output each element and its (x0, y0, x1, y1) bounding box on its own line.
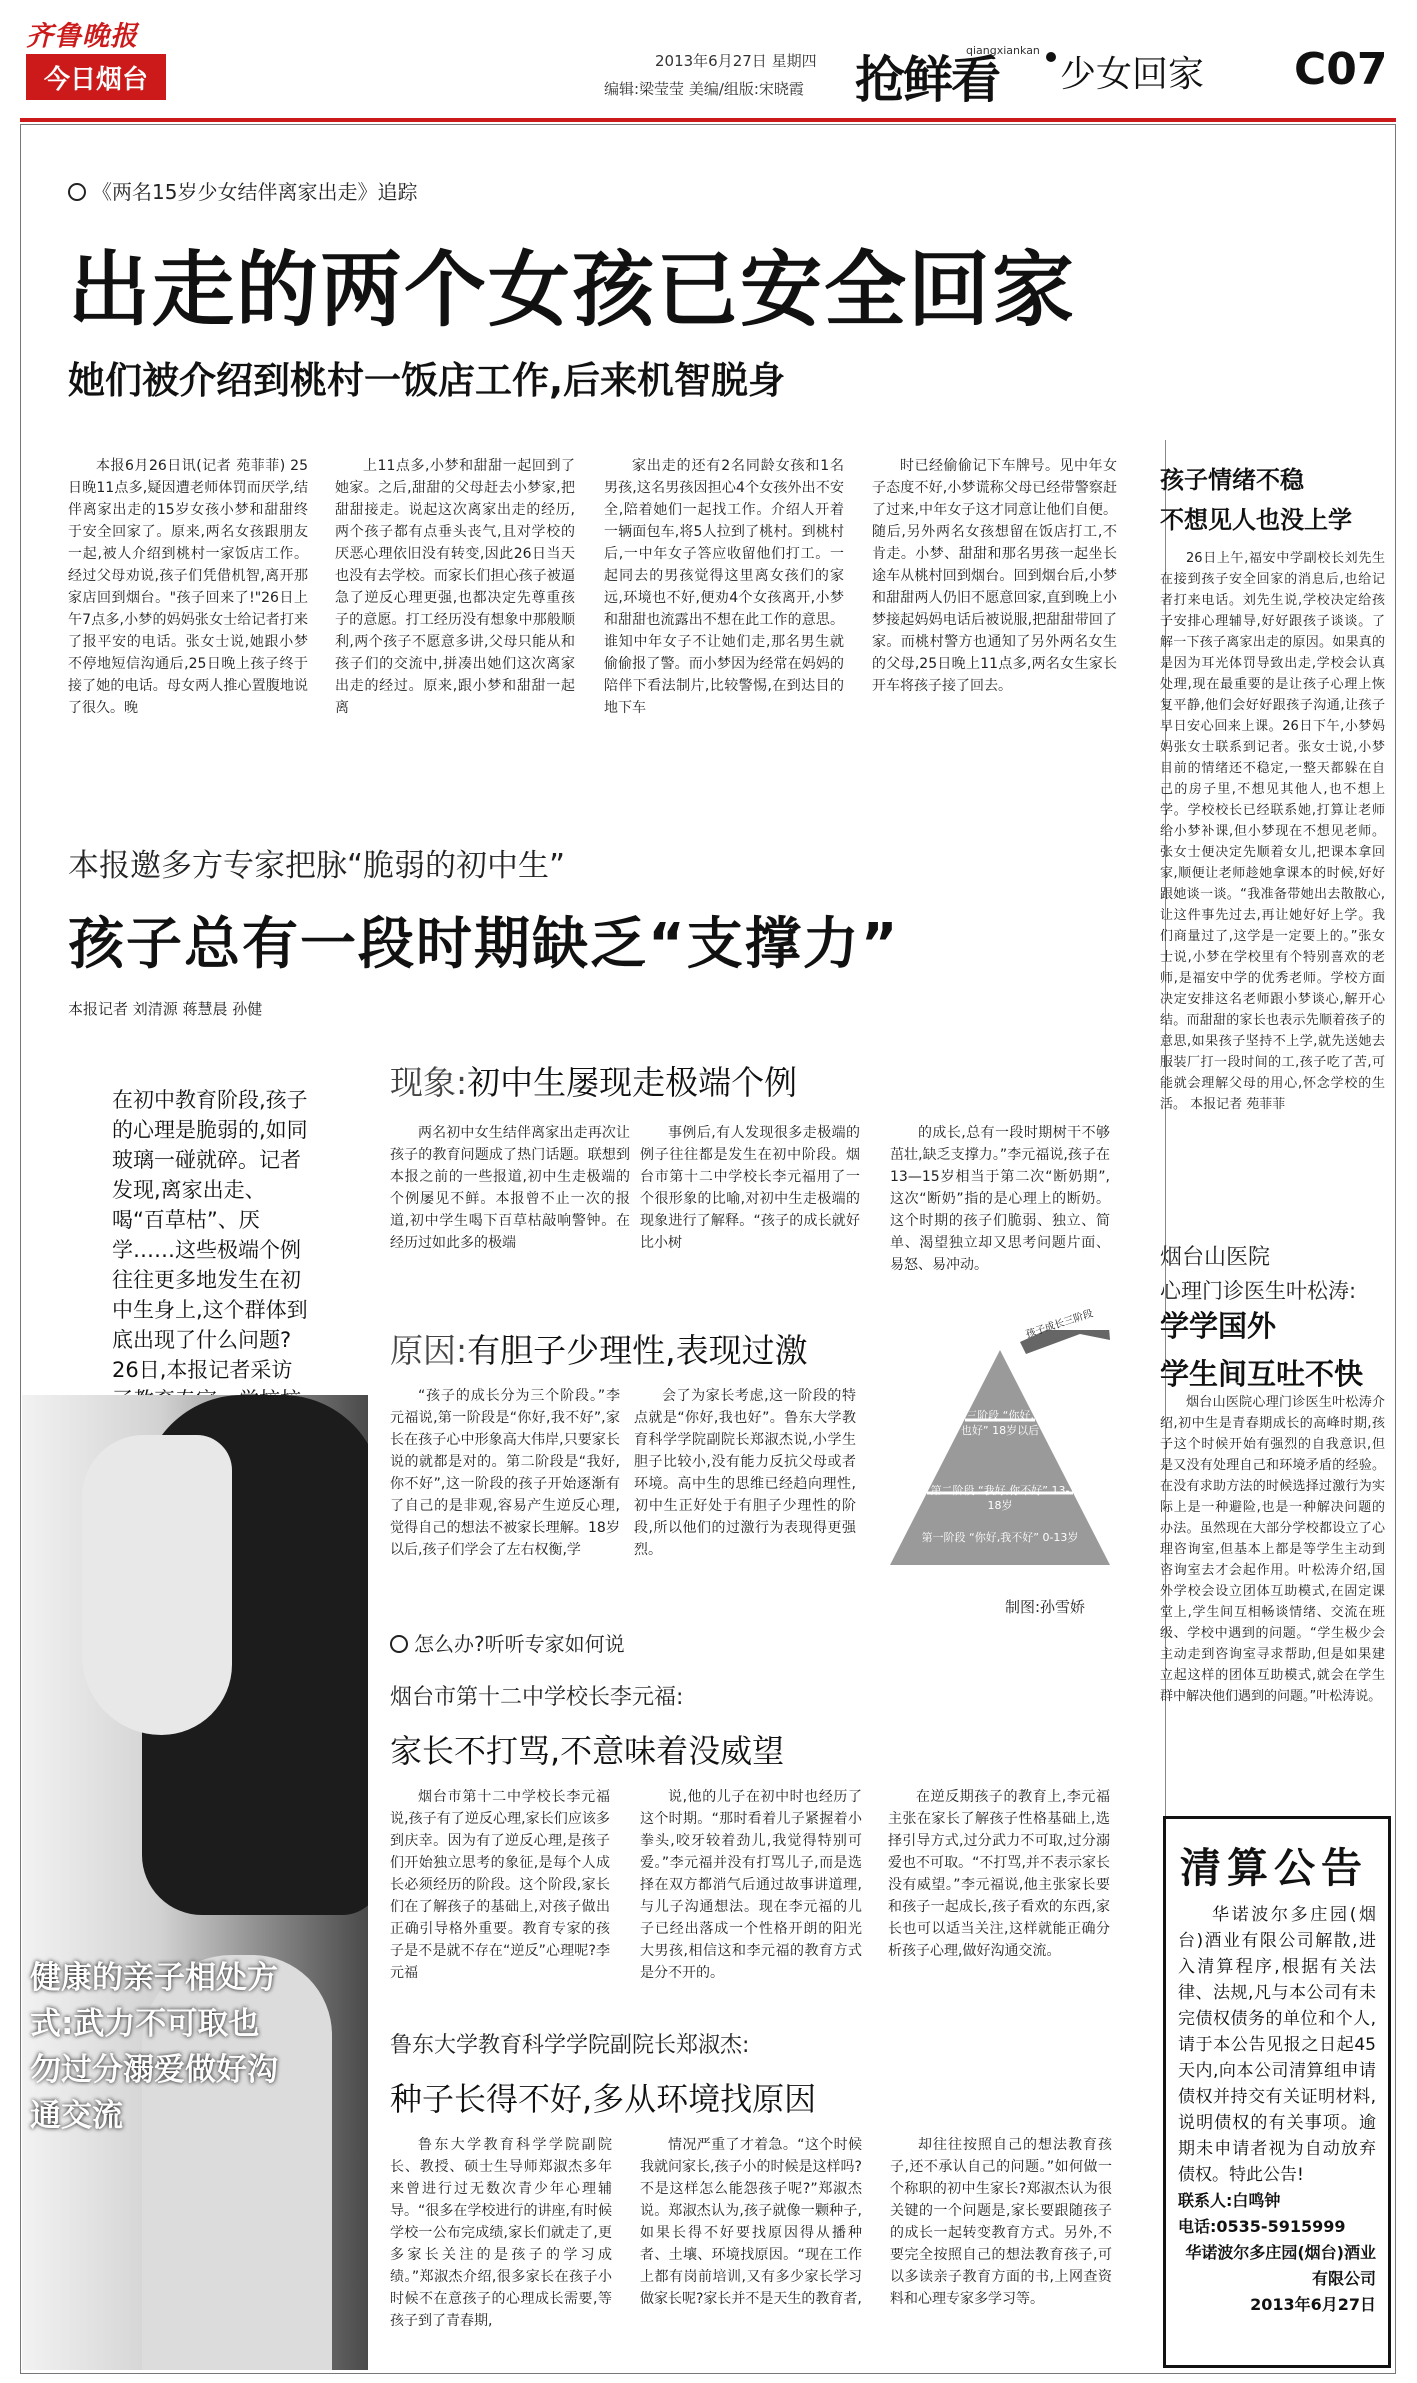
story2-intro: 在初中教育阶段,孩子的心理是脆弱的,如同玻璃一碰就碎。记者发现,离家出走、喝“百草枯”、厌学……这些极端个例往往更多地发生在初中生身上,这个群体到底出现了什么问题?26日,本报记者采访 (112, 1088, 308, 1382)
notice-phone: 电话:0535-5915999 (1178, 2217, 1346, 2236)
chart-credit: 制图:孙雪娇 (1005, 1598, 1086, 1616)
expert1-column-1: 烟台市第十二中学校长李元福说,孩子有了逆反心理,家长们应该多到庆幸。因为有了逆反心理,是孩子们开始独立思考的象征,是每个人成长必须经历的阶段。这个阶段,家长们在了解孩子的基础上,对孩子做出正确引导格外重要。教育专家的孩子是不是就不存在“逆反”心理呢?李元福 (390, 1789, 610, 1981)
section-label: 今日烟台 (26, 54, 166, 100)
sidebar-headline-1-line-2: 不想见人也没上学 (1160, 506, 1352, 534)
story2-byline: 本报记者 刘清源 蒋慧晨 孙健 (68, 1000, 263, 1018)
phenomenon-column-2: 事例后,有人发现很多走极端的例子往往都是发生在初中阶段。烟台市第十二中学校长李元福用了一个很形象的比喻,对初中生走极端的现象进行了解释。“孩子的成长就好比小树 (640, 1125, 860, 1251)
circle-bullet-icon (68, 183, 86, 201)
story1-column-4: 时已经偷偷记下车牌号。见中年女子态度不好,小梦谎称父母已经带警察赶了过来,中年女子这才同意让他们自便。随后,另外两名女孩想留在饭店打工,不肯走。小梦、甜甜和那名男孩一起坐长途车从桃村回到烟台。回到烟台后,小梦和甜甜两人仍旧不愿意回家,直到晚上小梦接起妈妈电话后被说服,把甜甜带回了家。而桃村警方也通知了另外两名女生的父母,25日晚上11点多,两名女生家长开车将孩子接了回去。 (872, 458, 1117, 694)
issue-date: 2013年6月27日 星期四 (655, 52, 817, 70)
sidebar-text-1: 26日上午,福安中学副校长刘先生在接到孩子安全回家的消息后,也给记者打来电话。刘先生说,学校决定给孩子安排心理辅导,好好跟孩子谈谈。了解一下孩子离家出走的原因。如果真的是因为耳光体罚导致出走,学校会认真处理,现在最重要的是让孩子心理上恢复平静,他们会好好跟孩子沟通,让孩子早日安心回来上课。26日下午,小梦妈妈张女士联系到记者。张女士说,小梦目前的情绪还不稳定,一整天都躲在自己的房子里,不想见其他人,也不想上学。学校校长已经联系她,打算让老师给小梦补课,但小梦现在不想见老师。张女士便决定先顺着女儿,把课本拿回家,顺便让老师趁她拿课本的时候,好好跟她谈一谈。“我准备带她出去散散心,让这件事先过去,再让她好好上学。我们商量过了,这学是一定要上的。”张女士说,小梦在学校里有个特别喜欢的老师,是福安中学的优秀老师。学校方面决定安排这名老师跟小梦谈心,解开心结。而甜甜的家长也表示先顺着孩子的意思,如果孩子坚持不上学,就先送她去服装厂打一段时间的工,孩子吃了苦,可能就会理解父母的用心,怀念学校的生活。 本报记者 苑菲菲 (1160, 551, 1385, 1112)
separator-dot-icon (1046, 52, 1056, 62)
story1-kicker: 《两名15岁少女结伴离家出走》追踪 (68, 176, 417, 205)
expert1-column-3: 在逆反期孩子的教育上,李元福主张在家长了解孩子性格基础上,选择引导方式,过分武力不可取,过分溺爱也不可取。“不打骂,并不表示家长没有威望。”李元福说,他主张家长要和孩子一起成长,孩子看欢的东西,家长也可以适当关注,这样就能正确分析孩子心理,做好沟通交流。 (888, 1789, 1110, 1959)
story2-headline: 孩子总有一段时期缺乏“支撑力” (68, 912, 900, 977)
photo-face (82, 1435, 232, 1735)
column-logo-pinyin: qiangxiankan (966, 44, 1040, 57)
pyramid-stage-3: 第三阶段 “你好,我也好” 18岁以后 (955, 1409, 1045, 1437)
howto-kicker: 怎么办?听听专家如何说 (390, 1628, 625, 1657)
sidebar-headline-2 (1160, 1302, 1363, 1398)
story1-subheadline: 她们被介绍到桃村一饭店工作,后来机智脱身 (68, 359, 786, 402)
notice-company: 华诺波尔多庄园(烟台)酒业有限公司 (1185, 2243, 1376, 2288)
girl-photo (22, 1395, 368, 2370)
story2-kicker: 本报邀多方专家把脉“脆弱的初中生” (68, 848, 566, 884)
notice-body: 华诺波尔多庄园(烟台)酒业有限公司解散,进入清算程序,根据有关法律、法规,凡与本公司有未完债权债务的单位和个人,请于本公告见报之日起45天内,向本公司清算组申请债权并持交有关证明材料,说明债权的有关事项。逾期未申请者视为自动放弃债权。特此公告! 联系人:白鸣钟 电话:0535-5915999 华诺波尔多庄园(烟台)酒业有限公司 2013年6月27日 (1178, 1902, 1376, 2318)
story1-column-2: 上11点多,小梦和甜甜一起回到了她家。之后,甜甜的父母赶去小梦家,把甜甜接走。说起这次离家出走的经历,两个孩子都有点垂头丧气,且对学校的厌恶心理依旧没有转变,因此26日当天也没有去学校。而家长们担心孩子被逼急了逆反心理更强,也都决定先尊重孩子的意愿。打工经历没有想象中那般顺利,两个孩子不愿意多讲,父母只能从和孩子们的交流中,拼凑出她们这次离家出走的经过。原来,跟小梦和甜甜一起离 (335, 458, 575, 716)
expert1-name: 烟台市第十二中学校长李元福: (390, 1685, 684, 1710)
expert1-headline: 家长不打骂,不意味着没威望 (390, 1732, 785, 1770)
notice-title: 清算公告 (1180, 1844, 1368, 1892)
newspaper-brand: 齐鲁晚报 (26, 21, 138, 52)
sidebar-doctor: 心理门诊医生叶松涛: (1160, 1279, 1357, 1303)
column-logo: 抢鲜看 (855, 51, 999, 109)
story1-headline: 出走的两个女孩已安全回家 (68, 243, 1077, 338)
pyramid-arrow-label: 孩子成长三阶段 (1024, 1308, 1095, 1341)
sidebar-headline-2-line-1: 学学国外 (1160, 1309, 1277, 1343)
page-number: C07 (1294, 44, 1388, 95)
sidebar-text-2: 烟台山医院心理门诊医生叶松涛介绍,初中生是青春期成长的高峰时期,孩子这个时候开始有强烈的自我意识,但是又没有处理自己和环境矛盾的经验。在没有求助方法的时候选择过激行为实际上是一种避险,也是一种解决问题的办法。虽然现在大部分学校都设立了心理咨询室,但基本上都是等学生主动到咨询室去才会起作用。叶松涛介绍,国外学校会设立团体互助模式,在固定课堂上,学生间互相畅谈情绪、交流在班级、学校中遇到的问题。“学生极少会主动走到咨询室寻求帮助,但是如果建立起这样的团体互助模式,就会在学生群中解决他们遇到的问题。”叶松涛说。 (1160, 1395, 1385, 1704)
story1-column-1: 本报6月26日讯(记者 苑菲菲) 25日晚11点多,疑因遭老师体罚而厌学,结伴离家出走的15岁女孩小梦和甜甜终于安全回家了。原来,两名女孩跟朋友一起,被人介绍到桃村一家饭店工作。经过父母劝说,孩子们凭借机智,离开那家店回到烟台。"孩子回来了!"26日上午7点多,小梦的妈妈张女士给记者打来了报平安的电话。张女士说,她跟小梦不停地短信沟通后,25日晚上孩子终于接了她的电话。母女两人推心置腹地说了很久。晚 (68, 458, 308, 716)
sidebar-headline-2-line-2: 学生间互吐不快 (1160, 1357, 1364, 1391)
section-phenomenon-heading: 现象:初中生屡现走极端个例 (390, 1063, 798, 1102)
notice-contact: 联系人:白鸣钟 (1178, 2191, 1281, 2210)
column-name: 少女回家 (1060, 54, 1205, 95)
editor-credits: 编辑:梁莹莹 美编/组版:宋晓霞 (604, 80, 804, 98)
sidebar-headline-1 (1160, 460, 1352, 540)
phenomenon-column-3: 的成长,总有一段时期树干不够茁壮,缺乏支撑力。”李元福说,孩子在13—15岁相当于第二次“断奶期”,这次“断奶”指的是心理上的断奶。这个时期的孩子们脆弱、独立、简单、渴望独立却又思考问题片面、易怒、易冲动。 (890, 1125, 1110, 1273)
phenomenon-column-1: 两名初中女生结伴离家出走再次让孩子的教育问题成了热门话题。联想到本报之前的一些报道,初中生走极端的个例屡见不鲜。本报曾不止一次的报道,初中学生喝下百草枯敲响警钟。在经历过如此多的极端 (390, 1125, 630, 1251)
sidebar-headline-1-line-1: 孩子情绪不稳 (1160, 466, 1304, 494)
pyramid-stage-2: 第二阶段 “我好,你不好” 13-18岁 (930, 1484, 1070, 1512)
cause-column-1: “孩子的成长分为三个阶段。”李元福说,第一阶段是“你好,我不好”,家长在孩子心中形象高大伟岸,只要家长说的就都是对的。第二阶段是“我好,你不好”,这一阶段的孩子开始逐渐有了自己的是非观,容易产生逆反心理,觉得自己的想法不被家长理解。18岁以后,孩子们学会了左右权衡,学 (390, 1388, 620, 1558)
sidebar-hospital: 烟台山医院 (1160, 1245, 1271, 1270)
circle-bullet-icon (390, 1635, 408, 1653)
expert2-name: 鲁东大学教育科学学院副院长郑淑杰: (390, 2033, 750, 2058)
expert2-column-2: 情况严重了才着急。“这个时候我就问家长,孩子小的时候是这样吗?不是这样怎么能怨孩子呢?”郑淑杰说。郑淑杰认为,孩子就像一颗种子,如果长得不好要找原因得从播种者、土壤、环境找原因。“现在工作上都有岗前培训,又有多少家长学习做家长呢?家长并不是天生的教育者, (640, 2137, 862, 2307)
pyramid-stage-1: 第一阶段 “你好,我不好” 0-13岁 (921, 1531, 1079, 1544)
expert2-column-1: 鲁东大学教育科学学院副院长、教授、硕士生导师郑淑杰多年来曾进行过无数次青少年心理辅导。“很多在学校进行的讲座,有时候学校一公布完成绩,家长们就走了,更多家长关注的是孩子的学习成绩。”郑淑杰介绍,很多家长在孩子小时候不在意孩子的心理成长需要,等孩子到了青春期, (390, 2137, 612, 2329)
section-cause-heading: 原因:有胆子少理性,表现过激 (390, 1331, 808, 1370)
notice-date: 2013年6月27日 (1250, 2295, 1376, 2314)
expert1-column-2: 说,他的儿子在初中时也经历了这个时期。“那时看着儿子紧握着小拳头,咬牙较着劲儿,我觉得特别可爱。”李元福并没有打骂儿子,而是选择在双方都消气后通过故事讲道理,与儿子沟通想法。现在李元福的儿子已经出落成一个性格开朗的阳光大男孩,相信这和李元福的教育方式是分不开的。 (640, 1789, 862, 1981)
expert2-column-3: 却往往按照自己的想法教育孩子,还不承认自己的问题。”如何做一个称职的初中生家长?郑淑杰认为很关键的一个问题是,家长要跟随孩子的成长一起转变教育方式。另外,不要完全按照自己的想法教育孩子,可以多读亲子教育方面的书,上网查资料和心理专家多学习等。 (890, 2137, 1112, 2307)
story1-column-3: 家出走的还有2名同龄女孩和1名男孩,这名男孩因担心4个女孩外出不安全,陪着她们一起找工作。介绍人开着一辆面包车,将5人拉到了桃村。到桃村后,一中年女子答应收留他们打工。一起同去的男孩觉得这里离女孩们的家远,环境也不好,便劝4个女孩离开,小梦和甜甜也流露出不想在此工作的意思。谁知中年女子不让她们走,那名男生就偷偷报了警。而小梦因为经常在妈妈的陪伴下看法制片,比较警惕,在到达目的地下车 (604, 458, 844, 716)
header-rule (20, 118, 1396, 122)
photo-caption: 健康的亲子相处方式:武力不可取也勿过分溺爱做好沟通交流 (30, 1960, 278, 2134)
expert2-headline: 种子长得不好,多从环境找原因 (390, 2080, 817, 2118)
cause-column-2: 会了为家长考虑,这一阶段的特点就是“你好,我也好”。鲁东大学教育科学学院副院长郑淑杰说,小学生胆子比较小,没有能力反抗父母或者环境。高中生的思维已经趋向理性,初中生正好处于有胆子少理性的阶段,所以他们的过激行为表现得更强烈。 (634, 1388, 856, 1558)
